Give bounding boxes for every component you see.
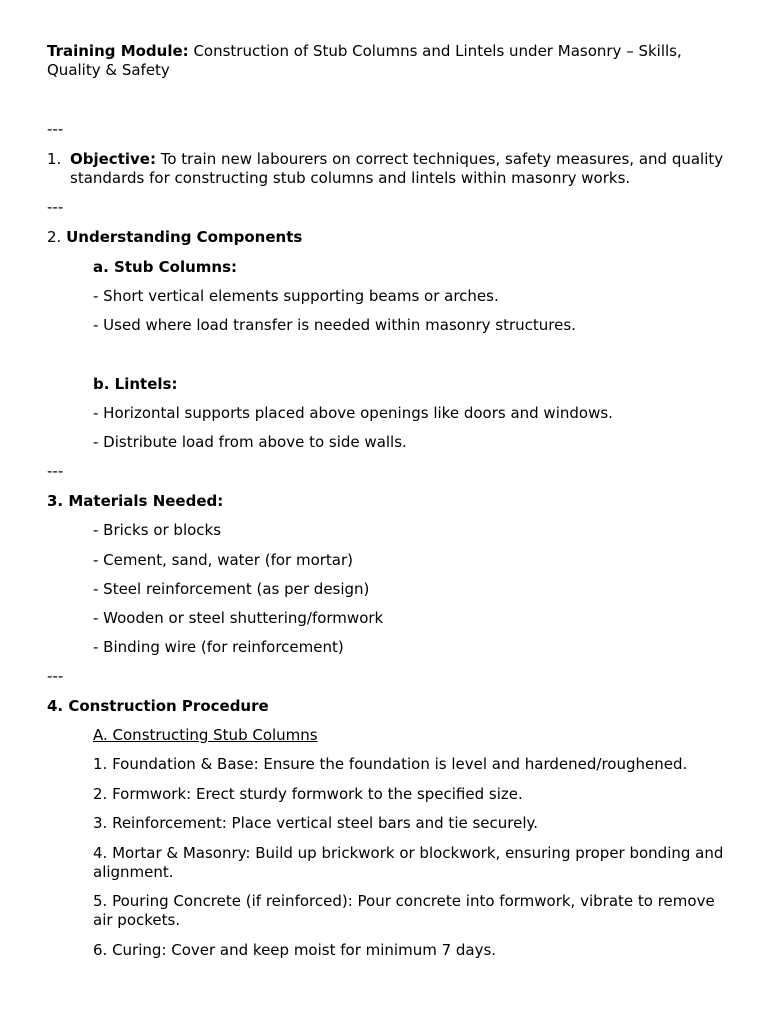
- procedure-heading: 4. Construction Procedure: [47, 697, 269, 715]
- procedure-step: 5. Pouring Concrete (if reinforced): Pour concrete into formwork, vibrate to remove air pockets.: [93, 892, 715, 929]
- procedure-step: 2. Formwork: Erect sturdy formwork to the specified size.: [93, 785, 523, 803]
- procedure-step: 1. Foundation & Base: Ensure the foundation is level and hardened/roughened.: [93, 755, 688, 773]
- procedure-step: 3. Reinforcement: Place vertical steel bars and tie securely.: [93, 814, 539, 832]
- separator-1: ---: [47, 120, 64, 138]
- stub-columns-heading: a. Stub Columns:: [93, 258, 238, 276]
- objective-paragraph: [70, 150, 730, 188]
- list-item: - Horizontal supports placed above openings like doors and windows.: [93, 404, 613, 422]
- separator-2: ---: [47, 198, 64, 216]
- procedure-step: 6. Curing: Cover and keep moist for minimum 7 days.: [93, 941, 497, 959]
- list-item: - Used where load transfer is needed within masonry structures.: [93, 316, 576, 334]
- objective-number: 1.: [47, 150, 62, 168]
- list-item: - Bricks or blocks: [93, 521, 222, 539]
- materials-heading: 3. Materials Needed:: [47, 492, 224, 510]
- list-item: - Binding wire (for reinforcement): [93, 638, 344, 656]
- list-item: - Distribute load from above to side walls.: [93, 433, 407, 451]
- list-item: - Cement, sand, water (for mortar): [93, 551, 354, 569]
- title-label: Training Module:: [47, 42, 189, 60]
- separator-3: ---: [47, 462, 64, 480]
- components-heading-text: Understanding Components: [66, 228, 303, 246]
- procedure-step: 4. Mortar & Masonry: Build up brickwork or blockwork, ensuring proper bonding and alignment.: [93, 844, 724, 881]
- lintels-heading: b. Lintels:: [93, 375, 178, 393]
- objective-text: To train new labourers on correct techniques, safety measures, and quality standards for constructing stub columns and lintels within masonry works.: [70, 150, 724, 187]
- objective-label: Objective:: [70, 150, 156, 168]
- document-title: [47, 42, 727, 80]
- components-number: 2.: [47, 228, 62, 246]
- separator-4: ---: [47, 667, 64, 685]
- list-item: - Short vertical elements supporting beams or arches.: [93, 287, 499, 305]
- components-heading: [47, 228, 727, 247]
- list-item: - Steel reinforcement (as per design): [93, 580, 370, 598]
- list-item: - Wooden or steel shuttering/formwork: [93, 609, 384, 627]
- procedure-subheading: A. Constructing Stub Columns: [93, 726, 318, 744]
- title-text: Construction of Stub Columns and Lintels under Masonry – Skills, Quality & Safety: [47, 42, 682, 79]
